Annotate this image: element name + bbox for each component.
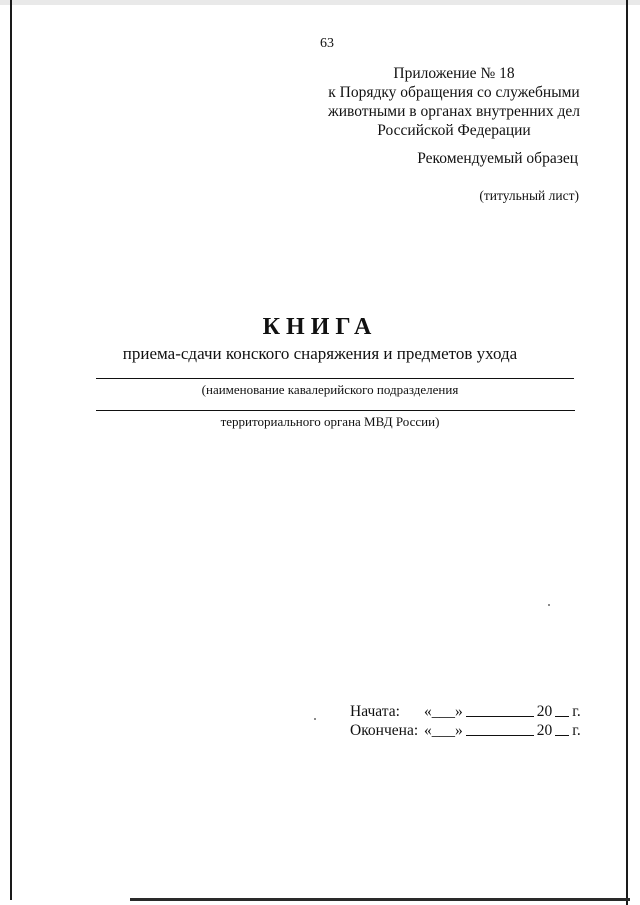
- started-year-prefix: 20: [536, 703, 553, 720]
- title-sheet-label: (титульный лист): [479, 188, 579, 203]
- scan-border-top: [0, 0, 640, 5]
- appendix-block: [320, 64, 588, 140]
- appendix-line-1: Приложение № 18: [393, 65, 515, 82]
- started-date-row: [350, 702, 581, 721]
- ended-year-field: [555, 721, 569, 736]
- ended-year-prefix: 20: [536, 722, 553, 739]
- book-title: КНИГА: [262, 314, 378, 340]
- ended-month-field: [466, 721, 534, 736]
- recommended-sample-label: Рекомендуемый образец: [417, 150, 578, 167]
- appendix-line-2: к Порядку обращения со служебными: [328, 84, 580, 101]
- territorial-body-caption: территориального органа МВД России): [220, 414, 440, 429]
- started-label: Начата:: [350, 703, 400, 720]
- scan-border-bottom: [130, 898, 630, 901]
- started-year-suffix: г.: [572, 703, 581, 720]
- scan-speck: [548, 604, 550, 606]
- ended-label: Окончена:: [350, 722, 419, 739]
- appendix-line-3: животными в органах внутренних дел: [328, 103, 580, 120]
- territorial-body-fill-line: [96, 410, 575, 411]
- unit-name-caption: (наименование кавалерийского подразделения: [201, 382, 459, 397]
- unit-name-fill-line: [96, 378, 574, 379]
- scan-border-left: [10, 0, 12, 900]
- started-month-field: [466, 702, 534, 717]
- appendix-line-4: Российской Федерации: [377, 122, 531, 139]
- started-year-field: [555, 702, 569, 717]
- ended-year-suffix: г.: [572, 722, 581, 739]
- scan-border-right: [626, 0, 628, 905]
- scan-speck: [314, 718, 316, 720]
- book-subtitle: приема-сдачи конского снаряжения и предметов ухода: [122, 344, 518, 363]
- ended-day-field: «___»: [424, 722, 463, 739]
- page-number: 63: [320, 36, 334, 51]
- dates-block: [350, 702, 581, 740]
- started-day-field: «___»: [424, 703, 463, 720]
- ended-date-row: [350, 721, 581, 740]
